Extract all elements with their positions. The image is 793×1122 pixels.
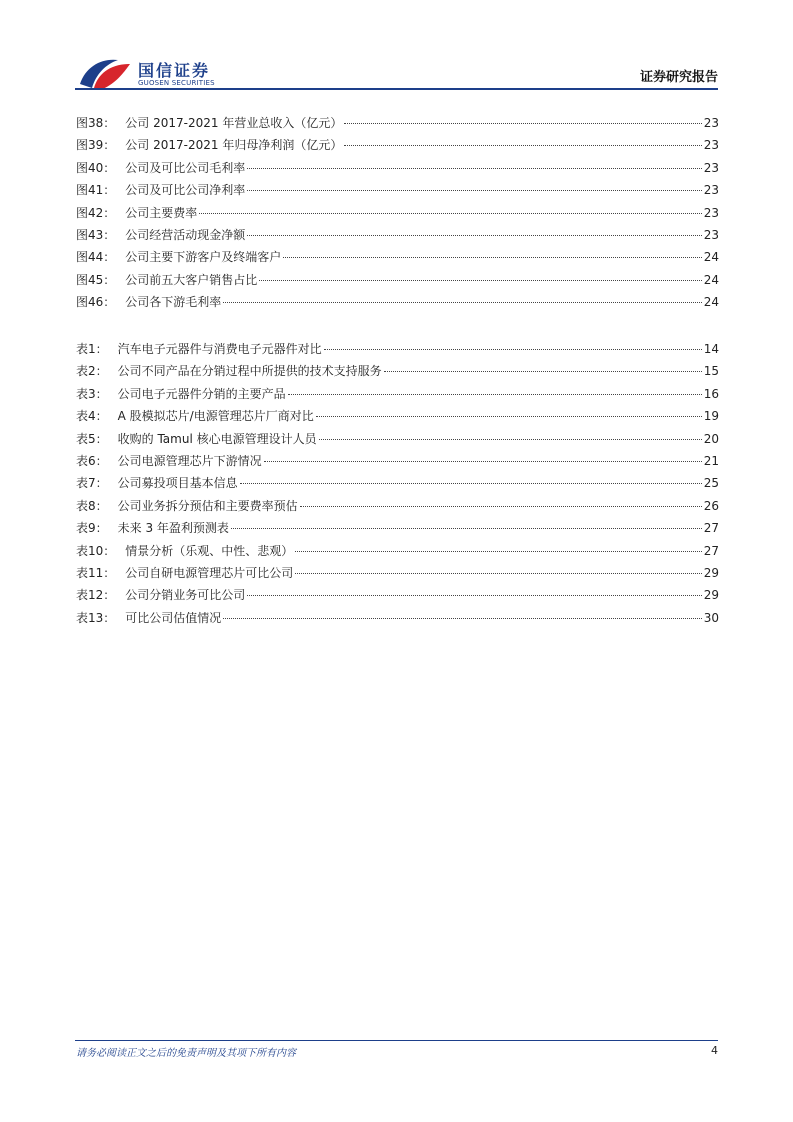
toc-entry-title: 公司 2017-2021 年营业总收入（亿元）: [125, 116, 343, 130]
figure-toc-entry[interactable]: [76, 248, 719, 270]
toc-dot-leader: [295, 550, 701, 552]
figure-toc-entry[interactable]: [76, 204, 719, 226]
table-toc-entry[interactable]: [76, 430, 719, 452]
toc-dot-leader: [240, 482, 702, 484]
toc-dot-leader: [247, 167, 701, 169]
toc-entry-number: 图45：: [76, 272, 116, 287]
toc-dot-leader: [231, 527, 702, 529]
table-toc-entry[interactable]: [76, 586, 719, 608]
toc-entry-number: 表12：: [76, 588, 116, 603]
toc-entry-page: 24: [703, 272, 719, 287]
toc-entry-page: 27: [703, 543, 719, 558]
figure-toc-entry[interactable]: [76, 159, 719, 181]
toc-entry-number: 图44：: [76, 250, 116, 265]
toc-dot-leader: [319, 438, 702, 440]
toc-entry-title: 公司不同产品在分销过程中所提供的技术支持服务: [117, 364, 382, 379]
toc-entry-title: 公司自研电源管理芯片可比公司: [125, 565, 294, 580]
toc-entry-title: 可比公司估值情况: [125, 610, 222, 625]
toc-dot-leader: [324, 348, 702, 350]
toc-entry-number: 表4：: [76, 409, 108, 424]
toc-entry-title: 收购的 Tamul 核心电源管理设计人员: [117, 431, 317, 446]
page-header: [0, 0, 793, 110]
table-toc-entry[interactable]: [76, 452, 719, 474]
figure-toc-entry[interactable]: [76, 226, 719, 248]
toc-entry-page: 27: [703, 521, 719, 536]
toc-entry-number: 表7：: [76, 476, 108, 491]
toc-entry-number: 图42：: [76, 205, 116, 220]
toc-entry-title: 公司前五大客户销售占比: [125, 272, 258, 287]
logo-english-name: GUOSEN SECURITIES: [138, 79, 215, 87]
toc-entry-page: 20: [703, 431, 719, 446]
toc-entry-page: 29: [703, 565, 719, 580]
toc-entry-title: 公司电子元器件分销的主要产品: [117, 386, 286, 401]
toc-entry-number: 表2：: [76, 364, 108, 379]
figure-toc-entry[interactable]: [76, 293, 719, 315]
table-toc-entry[interactable]: [76, 362, 719, 384]
toc-dot-leader: [247, 594, 701, 596]
table-toc-entry[interactable]: [76, 519, 719, 541]
table-toc-entry[interactable]: [76, 340, 719, 362]
table-toc-entry[interactable]: [76, 407, 719, 429]
table-toc-entry[interactable]: [76, 542, 719, 564]
disclaimer-text: 请务必阅读正文之后的免责声明及其项下所有内容: [76, 1048, 296, 1059]
toc-entry-title: 公司主要费率: [125, 205, 198, 220]
table-toc-entry[interactable]: [76, 385, 719, 407]
toc-entry-page: 23: [703, 205, 719, 220]
toc-entry-page: 25: [703, 476, 719, 491]
figure-toc-entry[interactable]: [76, 271, 719, 293]
toc-dot-leader: [247, 189, 701, 191]
toc-entry-number: 图46：: [76, 295, 116, 310]
toc-entry-number: 表9：: [76, 521, 108, 536]
toc-entry-number: 表1：: [76, 342, 108, 356]
table-toc-entry[interactable]: [76, 497, 719, 519]
toc-entry-page: 24: [703, 295, 719, 310]
toc-dot-leader: [247, 234, 701, 236]
toc-entry-number: 图43：: [76, 227, 116, 242]
toc-entry-title: 公司经营活动现金净额: [125, 227, 246, 242]
toc-dot-leader: [384, 370, 702, 372]
toc-entry-number: 表3：: [76, 386, 108, 401]
figure-toc-entry[interactable]: [76, 114, 719, 136]
toc-entry-page: 23: [703, 116, 719, 130]
toc-entry-number: 表10：: [76, 543, 116, 558]
toc-entry-title: 公司分销业务可比公司: [125, 588, 246, 603]
toc-entry-page: 26: [703, 498, 719, 513]
toc-entry-page: 19: [703, 409, 719, 424]
toc-entry-number: 图38：: [76, 116, 116, 130]
toc-entry-page: 23: [703, 138, 719, 153]
toc-entry-number: 图40：: [76, 160, 116, 175]
toc-dot-leader: [283, 256, 701, 258]
toc-entry-title: 公司主要下游客户及终端客户: [125, 250, 282, 265]
toc-dot-leader: [316, 415, 702, 417]
toc-entry-page: 24: [703, 250, 719, 265]
toc-entry-number: 表8：: [76, 498, 108, 513]
toc-entry-page: 21: [703, 453, 719, 468]
toc-dot-leader: [223, 617, 701, 619]
toc-entry-title: A 股模拟芯片/电源管理芯片厂商对比: [117, 409, 314, 424]
header-divider: [75, 88, 718, 90]
toc-entry-number: 表6：: [76, 453, 108, 468]
toc-entry-page: 23: [703, 160, 719, 175]
toc-entry-page: 23: [703, 183, 719, 198]
toc-entry-title: 公司及可比公司净利率: [125, 183, 246, 198]
toc-dot-leader: [223, 301, 701, 303]
toc-dot-leader: [344, 122, 701, 124]
logo-chinese-name: 国信证券: [138, 61, 211, 80]
table-list: [76, 340, 719, 631]
toc-entry-number: 表5：: [76, 431, 108, 446]
toc-dot-leader: [288, 393, 702, 395]
toc-entry-number: 表11：: [76, 565, 116, 580]
toc-dot-leader: [300, 505, 702, 507]
toc-entry-title: 情景分析（乐观、中性、悲观）: [125, 543, 294, 558]
toc-entry-title: 公司及可比公司毛利率: [125, 160, 246, 175]
figure-toc-entry[interactable]: [76, 136, 719, 158]
toc-entry-number: 表13：: [76, 610, 116, 625]
table-toc-entry[interactable]: [76, 474, 719, 496]
toc-entry-title: 公司 2017-2021 年归母净利润（亿元）: [125, 138, 343, 153]
toc-entry-title: 汽车电子元器件与消费电子元器件对比: [117, 342, 322, 356]
toc-dot-leader: [199, 212, 701, 214]
toc-entry-number: 图39：: [76, 138, 116, 153]
toc-entry-number: 图41：: [76, 183, 116, 198]
toc-entry-title: 公司各下游毛利率: [125, 295, 222, 310]
figure-toc-entry[interactable]: [76, 181, 719, 203]
report-type-label: 证券研究报告: [639, 70, 718, 85]
toc-entry-page: 23: [703, 227, 719, 242]
toc-entry-title: 公司电源管理芯片下游情况: [117, 453, 262, 468]
toc-dot-leader: [264, 460, 702, 462]
toc-entry-page: 14: [703, 342, 719, 356]
toc-entry-title: 公司募投项目基本信息: [117, 476, 238, 491]
figure-list: [76, 114, 719, 316]
page-number: 4: [711, 1044, 718, 1057]
toc-entry-page: 30: [703, 610, 719, 625]
toc-entry-page: 15: [703, 364, 719, 379]
table-toc-entry[interactable]: [76, 609, 719, 631]
toc-dot-leader: [295, 572, 701, 574]
toc-dot-leader: [344, 144, 701, 146]
toc-entry-page: 29: [703, 588, 719, 603]
toc-entry-title: 公司业务拆分预估和主要费率预估: [117, 498, 298, 513]
toc-dot-leader: [259, 279, 701, 281]
table-toc-entry[interactable]: [76, 564, 719, 586]
footer-divider: [75, 1040, 718, 1041]
toc-entry-title: 未来 3 年盈利预测表: [117, 521, 229, 536]
toc-entry-page: 16: [703, 386, 719, 401]
